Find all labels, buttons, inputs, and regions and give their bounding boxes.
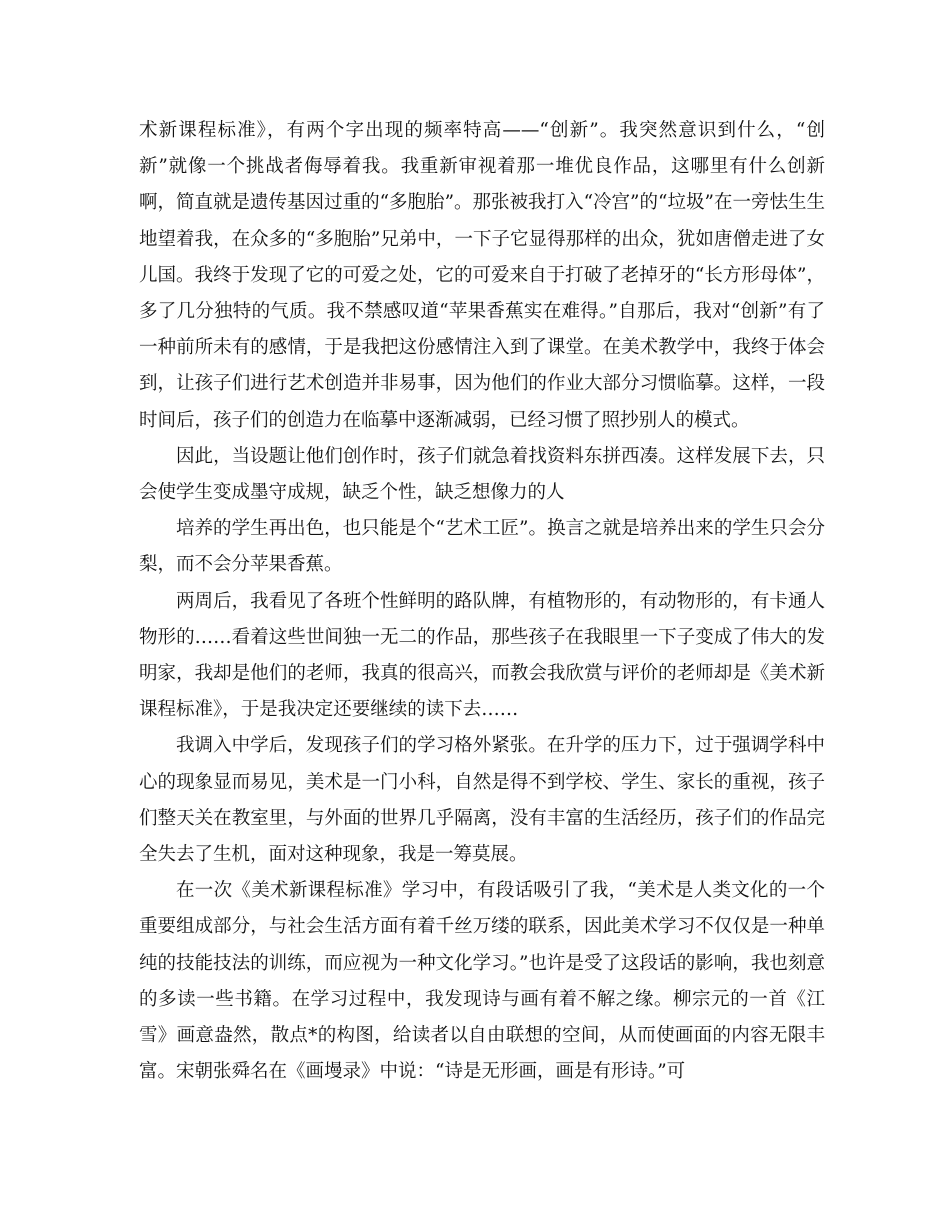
paragraph-3: 培养的学生再出色，也只能是个“艺术工匠”。换言之就是培养出来的学生只会分梨，而不会分苹果香蕉。 — [139, 518, 825, 576]
body-text — [139, 113, 825, 1090]
paragraph-5: 我调入中学后，发现孩子们的学习格外紧张。在升学的压力下，过于强调学科中心的现象显而易见，美术是一门小科，自然是得不到学校、学生、家长的重视，孩子们整天关在教室里，与外面的世界几乎隔离，没有丰富的生活经历，孩子们的作品完全失去了生机，面对这种现象，我是一筹莫展。 — [139, 735, 825, 866]
paragraph-6: 在一次《美术新课程标准》学习中，有段话吸引了我，“美术是人类文化的一个重要组成部分，与社会生活方面有着千丝万缕的联系，因此美术学习不仅仅是一种单纯的技能技法的训练，而应视为一种文化学习。”也许是受了这段话的影响，我也刻意的多读一些书籍。在学习过程中，我发现诗与画有着不解之缘。柳宗元的一首《江雪》画意盎然，散点*的构图，给读者以自由联想的空间，从而使画面的内容无限丰富。宋朝张舜名在《画墁录》中说：“诗是无形画，画是有形诗。”可 — [139, 880, 825, 1083]
paragraph-4: 两周后，我看见了各班个性鲜明的路队牌，有植物形的，有动物形的，有卡通人物形的……看着这些世间独一无二的作品，那些孩子在我眼里一下子变成了伟大的发明家，我却是他们的老师，我真的很高兴，而教会我欣赏与评价的老师却是《美术新课程标准》，于是我决定还要继续的读下去…… — [139, 590, 825, 721]
paragraph-1: 术新课程标准》，有两个字出现的频率特高——“创新”。我突然意识到什么，“创新”就像一个挑战者侮辱着我。我重新审视着那一堆优良作品，这哪里有什么创新啊，简直就是遗传基因过重的“多胞胎”。那张被我打入“冷宫”的“垃圾”在一旁怯生生地望着我，在众多的“多胞胎”兄弟中，一下子它显得那样的出众，犹如唐僧走进了女儿国。我终于发现了它的可爱之处，它的可爱来自于打破了老掉牙的“长方形母体”，多了几分独特的气质。我不禁感叹道“苹果香蕉实在难得。”自那后，我对“创新”有了一种前所未有的感情，于是我把这份感情注入到了课堂。在美术教学中，我终于体会到，让孩子们进行艺术创造并非易事，因为他们的作业大部分习惯临摹。这样，一段时间后，孩子们的创造力在临摹中逐渐减弱，已经习惯了照抄别人的模式。 — [139, 120, 825, 431]
paragraph-2: 因此，当设题让他们创作时，孩子们就急着找资料东拼西凑。这样发展下去，只会使学生变成墨守成规，缺乏个性，缺乏想像力的人 — [139, 445, 825, 504]
